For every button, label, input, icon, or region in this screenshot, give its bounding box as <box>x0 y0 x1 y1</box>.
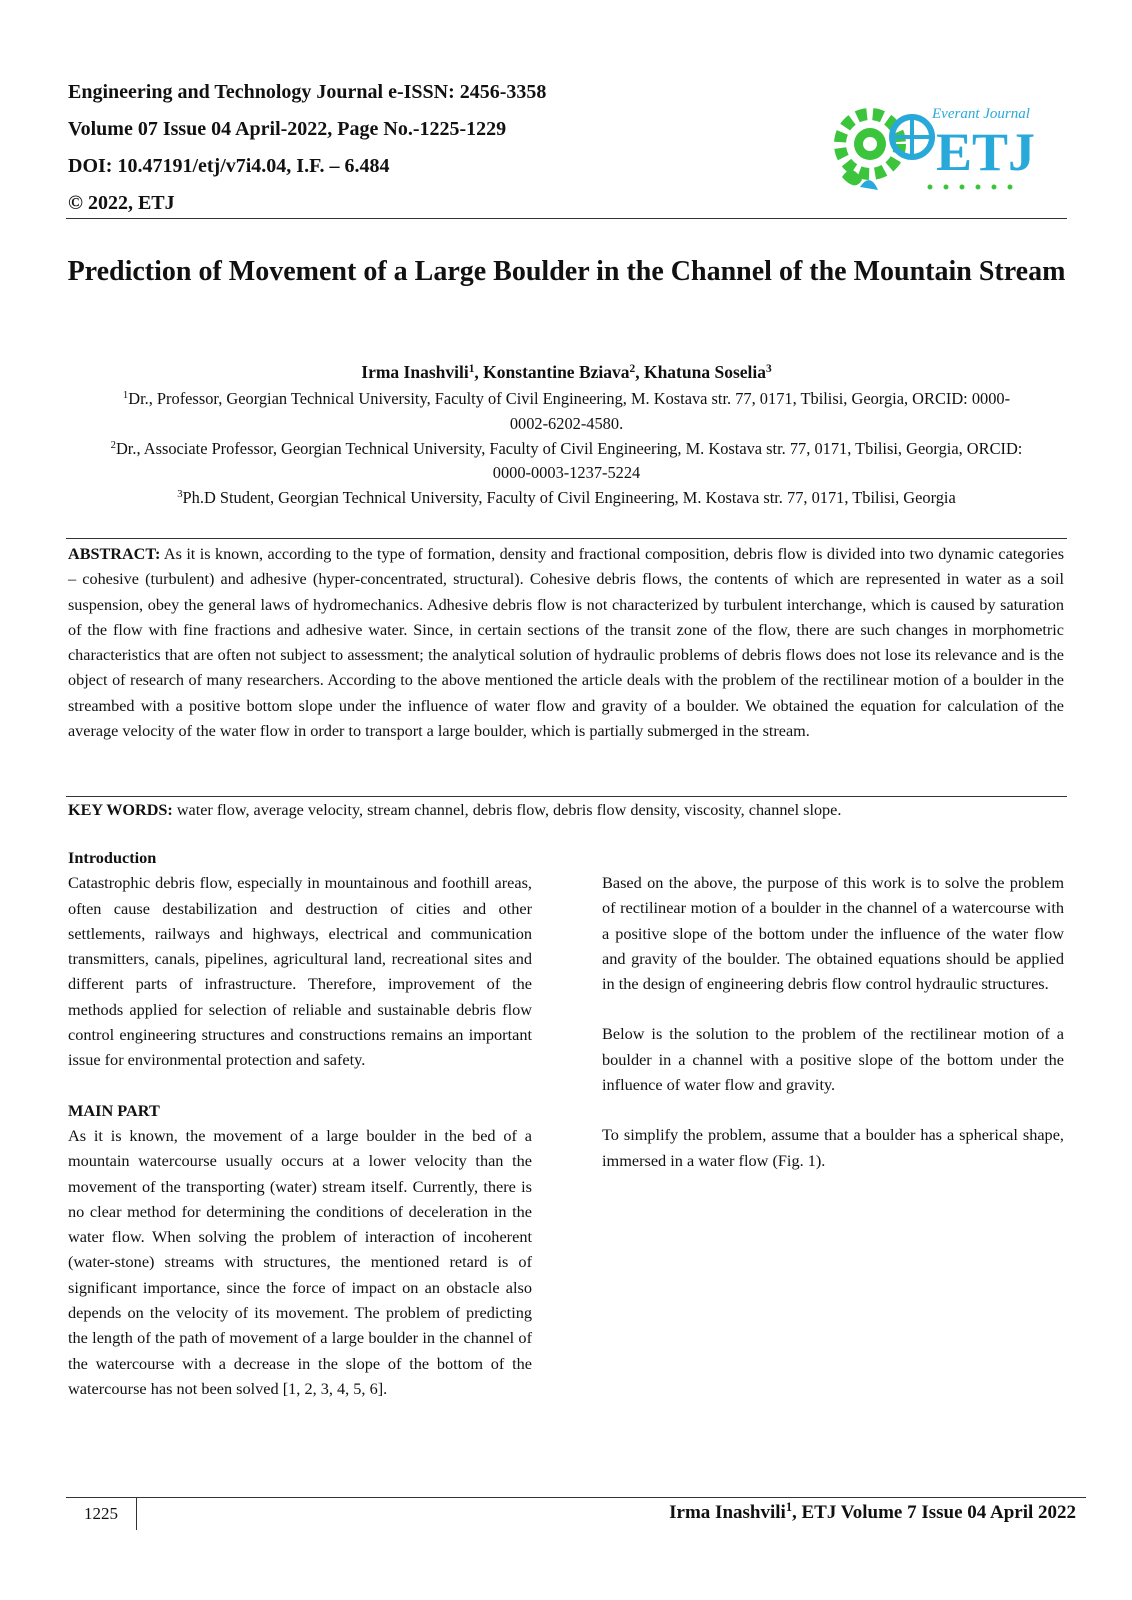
assumption-paragraph: To simplify the problem, assume that a boulder has a spherical shape, immersed in a water flow (Fig. 1). <box>602 1125 1064 1170</box>
journal-header <box>68 74 546 222</box>
footer-author: Irma Inashvili <box>669 1502 786 1523</box>
right-column <box>602 870 1064 1173</box>
affiliation-2-text: Dr., Associate Professor, Georgian Technical University, Faculty of Civil Engineering, M. Kostava str. 77, 0171, Tbilisi, Georgia, ORCID: 0000-0003-1237-5224 <box>115 438 1023 483</box>
introduction-heading: Introduction <box>68 848 157 867</box>
decorative-dots-icon <box>928 185 1013 190</box>
volume-issue-pages: Volume 07 Issue 04 April-2022, Page No.-1225-1229 <box>68 118 507 140</box>
introduction-paragraph: Catastrophic debris flow, especially in mountainous and foothill areas, often cause destabilization and destruction of cities and other settlements, railways and highways, electrical and communication transmitters, canals, pipelines, agricultural land, recreational sites and different parts of infrastructure. Therefore, improvement of the methods applied for selection of reliable and sustainable debris flow control engineering structures and constructions remains an important issue for environmental protection and safety. <box>68 873 532 1070</box>
affiliation-3 <box>66 486 1067 511</box>
affiliation-2 <box>66 437 1067 487</box>
abstract <box>68 542 1064 744</box>
purpose-paragraph: Based on the above, the purpose of this work is to solve the problem of rectilinear motion of a boulder in the channel of a watercourse with a positive slope of the bottom under the influence of the water flow and gravity of the boulder. The obtained equations should be applied in the design of engineering debris flow control hydraulic structures. <box>602 873 1064 994</box>
abstract-top-divider <box>66 538 1067 539</box>
affiliations <box>66 387 1067 511</box>
affiliation-3-sup: 3 <box>177 489 183 501</box>
abstract-label: ABSTRACT: <box>68 545 161 563</box>
keywords-text: water flow, average velocity, stream channel, debris flow, debris flow density, viscosity, channel slope. <box>172 801 842 819</box>
keywords-label: KEY WORDS: <box>68 801 173 819</box>
affiliation-3-text: Ph.D Student, Georgian Technical University, Faculty of Civil Engineering, M. Kostava str. 77, 0171, Tbilisi, Georgia <box>182 488 956 508</box>
footer-divider <box>66 1497 1086 1498</box>
footer-separator <box>136 1498 137 1530</box>
running-footer <box>669 1500 1076 1526</box>
author-3: , Khatuna Soselia <box>635 362 767 382</box>
author-1: Irma Inashvili <box>361 362 469 382</box>
author-list <box>66 360 1067 384</box>
logo-top-text: Everant Journal <box>932 106 1030 122</box>
author-2-sup: 2 <box>629 362 636 375</box>
logo-main-text: ETJ <box>936 122 1036 182</box>
main-part-paragraph: As it is known, the movement of a large boulder in the bed of a mountain watercourse usually occurs at a lower velocity than the movement of the transporting (water) stream itself. Currently, there is no clear method for determining the conditions of deceleration in the water flow. When solving the problem of interaction of incoherent (water-stone) streams with structures, the mentioned retard is of significant importance, since the force of impact on an obstacle also depends on the velocity of its movement. The problem of predicting the length of the path of movement of a large boulder in the channel of the watercourse with a decrease in the slope of the bottom of the watercourse has not been solved [1, 2, 3, 4, 5, 6]. <box>68 1125 532 1398</box>
paper-title: Prediction of Movement of a Large Boulder in the Channel of the Mountain Stream <box>67 256 1066 287</box>
solution-paragraph: Below is the solution to the problem of the rectilinear motion of a boulder in a channel with a positive slope of the bottom under the influence of water flow and gravity. <box>602 1024 1064 1095</box>
page-number: 1225 <box>84 1504 118 1523</box>
affiliation-1 <box>66 387 1067 437</box>
keywords <box>68 798 1064 823</box>
abstract-text: As it is known, according to the type of formation, density and fractional composition, debris flow is divided into two dynamic categories – cohesive (turbulent) and adhesive (hyper-concentrated, structural). Cohesive debris flows, the contents of which are represented in water as a soil suspension, obey the general laws of hydromechanics. Adhesive debris flow is not characterized by turbulent interchange, which is caused by saturation of the flow with fine fractions and adhesive water. Since, in certain sections of the transit zone of the flow, there are such changes in morphometric characteristics that are often not subject to assessment; the analytical solution of hydraulic problems of debris flows does not lose its relevance and is the object of research of many researchers. According to the above mentioned the article deals with the problem of the rectilinear motion of a boulder in the streambed with a positive bottom slope under the influence of water flow and gravity of a boulder. We obtained the equation for calculation of the average velocity of the water flow in order to transport a large boulder, which is partially submerged in the stream. <box>68 545 1064 741</box>
affiliation-2-sup: 2 <box>110 439 116 451</box>
globe-icon <box>892 117 932 157</box>
main-part-heading: MAIN PART <box>68 1100 160 1120</box>
journal-name-issn: Engineering and Technology Journal e-ISSN: 2456-3358 <box>68 81 547 103</box>
abstract-bottom-divider <box>66 796 1067 797</box>
affiliation-1-sup: 1 <box>122 390 129 402</box>
author-2: , Konstantine Bziava <box>474 362 630 382</box>
etj-logo <box>830 92 1050 202</box>
affiliation-1-text: Dr., Professor, Georgian Technical University, Faculty of Civil Engineering, M. Kostava str. 77, 0171, Tbilisi, Georgia, ORCID: 0000-0002-6202-4580. <box>128 389 1011 433</box>
header-divider <box>66 218 1067 219</box>
left-column <box>68 845 532 1401</box>
copyright: © 2022, ETJ <box>68 192 175 214</box>
footer-journal-info: , ETJ Volume 7 Issue 04 April 2022 <box>792 1502 1076 1523</box>
author-3-sup: 3 <box>766 362 772 375</box>
author-1-sup: 1 <box>468 362 475 375</box>
doi-impact-factor: DOI: 10.47191/etj/v7i4.04, I.F. – 6.484 <box>68 155 390 177</box>
footer-author-sup: 1 <box>785 1500 792 1515</box>
